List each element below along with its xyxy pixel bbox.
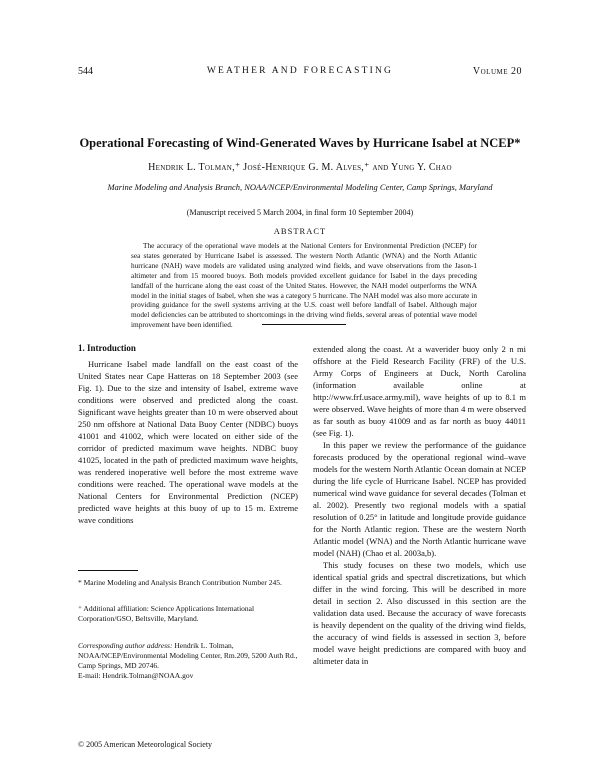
abstract-heading: ABSTRACT [273, 226, 327, 236]
corresponding-author [78, 641, 298, 681]
section-divider [262, 324, 346, 325]
affiliation: Marine Modeling and Analysis Branch, NOAA/NCEP/Environmental Modeling Center, Camp Springs, Maryland [107, 182, 493, 192]
paper-title: Operational Forecasting of Wind-Generated Waves by Hurricane Isabel at NCEP* [79, 136, 521, 150]
abstract-text: The accuracy of the operational wave models at the National Centers for Environmental Prediction (NCEP) for sea states generated by Hurricane Isabel is assessed. The western North Atlantic (WNA) and the North Atlantic hurricane (NAH) wave models are validated using analyzed wind fields, and wave observations from the Jason-1 altimeter and from 15 moored buoys. Both models provided excellent guidance for Isabel in the days preceding landfall of the hurricane along the east coast of the United States. However, the NAH model outperforms the WNA model in the initial stages of Isabel, when she was a category 5 hurricane. The NAH model was also more accurate in providing guidance for the swell systems arriving at the U.S. coast well before landfall of Isabel. Although major model deficiencies can be attributed to shortcomings in the driving wind fields, several areas of potential wave model improvement have been identified. [131, 241, 477, 330]
section-heading: 1. Introduction [78, 343, 136, 353]
right-column [313, 343, 526, 667]
corresponding-author-label: Corresponding author address: [78, 641, 173, 650]
intro-paragraph-1: Hurricane Isabel made landfall on the east coast of the United States near Cape Hatteras on 18 September 2003 (see Fig. 1). Due to the size and intensity of Isabel, extreme wave conditions were observed and predicted along the coast. Significant wave heights greater than 10 m were observed about 250 nm offshore at National Data Buoy Center (NDBC) buoys 41001 and 41002, which were located on either side of the corridor of predicted maximum wave heights. NDBC buoy 41025, located in the path of predicted maximum wave heights, was rendered inoperative well before the most extreme wave conditions were reached. The operational wave models at the National Centers for Environmental Prediction (NCEP) predicted wave heights at this buoy of up to 15 m. Extreme wave conditions [78, 359, 298, 525]
author-list: Hendrik L. Tolman,⁺ José-Henrique G. M. Alves,⁺ and Yung Y. Chao [148, 162, 452, 173]
journal-name: WEATHER AND FORECASTING [206, 66, 394, 76]
volume-label: Volume 20 [472, 66, 522, 77]
footnote-rule [78, 570, 138, 571]
copyright-notice: © 2005 American Meteorological Society [78, 740, 213, 749]
page-number: 544 [78, 66, 93, 77]
footnote-contribution: * Marine Modeling and Analysis Branch Contribution Number 245. [78, 578, 282, 587]
intro-paragraph-2: In this paper we review the performance of the guidance forecasts produced by the operational regional wind–wave models for the western North Atlantic Ocean domain at NCEP during the life cycle of Hurricane Isabel. NCEP has provided numerical wind wave guidance for several decades (Tolman et al. 2002). Presently two regional models with a spatial resolution of 0.25° in latitude and longitude provide guidance for the North Atlantic region. These are the western North Atlantic model (WNA) and the North Atlantic hurricane wave model (NAH) (Chao et al. 2003a,b). [313, 440, 526, 558]
intro-paragraph-3: This study focuses on these two models, which use identical spatial grids and spectral discretizations, but which differ in the wind forcing. This will be described in more detail in section 2. Also discussed in this section are the validation data used. Because the accuracy of wave forecasts is heavily dependent on the quality of the driving wind fields, the accuracy of wind fields is assessed in section 3, before model wave height predictions are compared with buoy and altimeter data in [313, 560, 526, 666]
left-column [78, 342, 298, 526]
intro-paragraph-1-continued: extended along the coast. At a waverider buoy only 2 n mi offshore at the Field Research Facility (FRF) of the U.S. Army Corps of Engineers at Duck, North Carolina (information available online at http://www.frf.usace.army.mil), wave heights of up to 8.1 m were observed. Wave heights of more than 4 m were observed as far south as buoy 41009 and as far north as buoy 44011 (see Fig. 1). [313, 344, 526, 438]
author-email: E-mail: Hendrik.Tolman@NOAA.gov [78, 671, 194, 680]
corresponding-author-address: Hendrik L. Tolman, NOAA/NCEP/Environmental Modeling Center, Rm.209, 5200 Auth Rd., Camp Springs, MD 20746. [78, 641, 298, 670]
footnote-affiliation: ⁺ Additional affiliation: Science Applications International Corporation/GSO, Beltsville, Maryland. [78, 604, 255, 623]
received-dates: (Manuscript received 5 March 2004, in final form 10 September 2004) [186, 208, 414, 217]
